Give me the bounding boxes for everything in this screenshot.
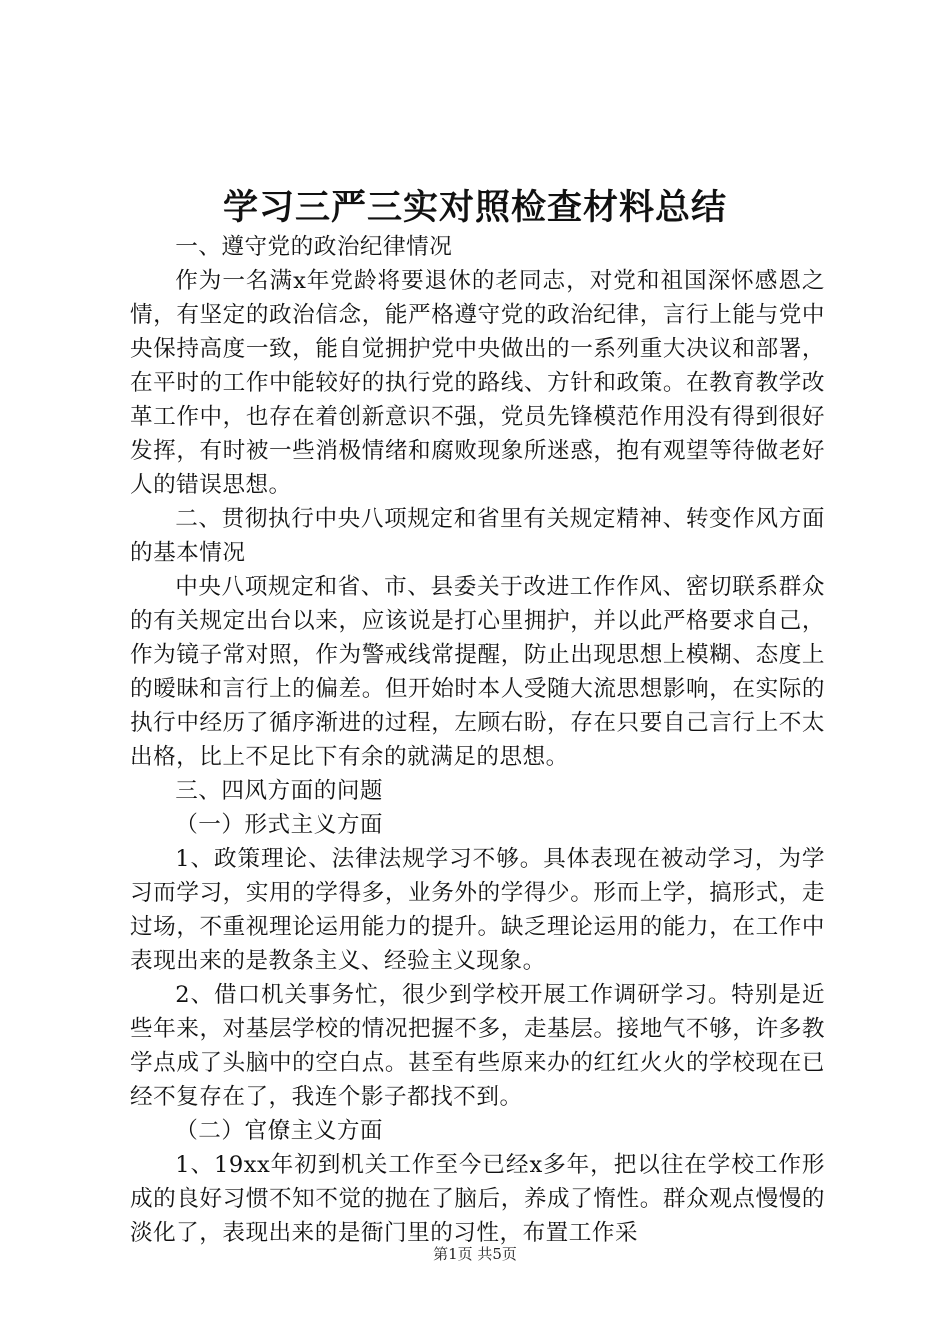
document-body [130,230,825,1250]
section-heading: 一、遵守党的政治纪律情况 [175,234,453,260]
body-paragraph: 2、借口机关事务忙，很少到学校开展工作调研学习。特别是近些年来，对基层学校的情况把握不多，走基层。接地气不够，许多教学点成了头脑中的空白点。甚至有些原来办的红红火火的学校现在已经不复存在了，我连个影子都找不到。 [130,982,825,1110]
body-paragraph: 1、政策理论、法律法规学习不够。具体表现在被动学习，为学习而学习，实用的学得多，业务外的学得少。形而上学，搞形式，走过场，不重视理论运用能力的提升。缺乏理论运用的能力，在工作中表现出来的是教条主义、经验主义现象。 [130,846,825,974]
section-heading: 三、四风方面的问题 [175,778,384,804]
body-paragraph: 作为一名满x年党龄将要退休的老同志，对党和祖国深怀感恩之情，有坚定的政治信念，能严格遵守党的政治纪律，言行上能与党中央保持高度一致，能自觉拥护党中央做出的一系列重大决议和部署，在平时的工作中能较好的执行党的路线、方针和政策。在教育教学改革工作中，也存在着创新意识不强，党员先锋模范作用没有得到很好发挥，有时被一些消极情绪和腐败现象所迷惑，抱有观望等待做老好人的错误思想。 [130,268,825,498]
subsection-heading: （一）形式主义方面 [175,812,384,838]
body-paragraph: 中央八项规定和省、市、县委关于改进工作作风、密切联系群众的有关规定出台以来，应该说是打心里拥护，并以此严格要求自己，作为镜子常对照，作为警戒线常提醒，防止出现思想上模糊、态度上的暧昧和言行上的偏差。但开始时本人受随大流思想影响，在实际的执行中经历了循序渐进的过程，左顾右盼，存在只要自己言行上不太出格，比上不足比下有余的就满足的思想。 [130,574,825,770]
document-title: 学习三严三实对照检查材料总结 [222,188,727,228]
body-paragraph: 1、19xx年初到机关工作至今已经x多年，把以往在学校工作形成的良好习惯不知不觉的抛在了脑后，养成了惰性。群众观点慢慢的淡化了，表现出来的是衙门里的习性，布置工作采 [130,1152,825,1246]
page-number-footer: 第1页 共5页 [433,1245,517,1263]
subsection-heading: （二）官僚主义方面 [175,1118,384,1144]
section-heading: 二、贯彻执行中央八项规定和省里有关规定精神、转变作风方面的基本情况 [130,506,825,566]
